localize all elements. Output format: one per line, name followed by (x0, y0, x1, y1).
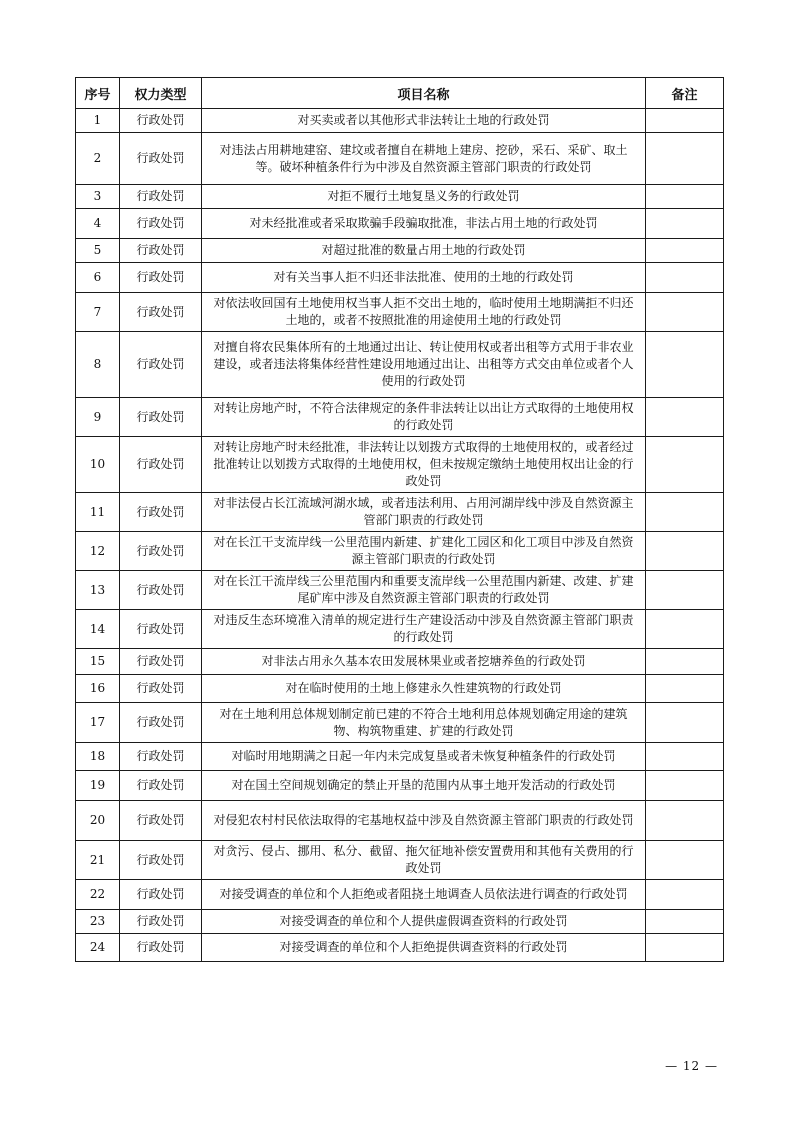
row-serial-number: 19 (76, 771, 120, 801)
header-serial-number: 序号 (76, 78, 120, 109)
table-row (76, 801, 724, 841)
row-power-type: 行政处罚 (120, 675, 202, 703)
row-remarks (646, 133, 724, 185)
row-item-name: 对有关当事人拒不归还非法批准、使用的土地的行政处罚 (202, 263, 646, 293)
table-row (76, 185, 724, 209)
row-serial-number: 11 (76, 493, 120, 532)
row-power-type: 行政处罚 (120, 880, 202, 910)
row-serial-number: 9 (76, 398, 120, 437)
table-row (76, 841, 724, 880)
row-serial-number: 14 (76, 610, 120, 649)
row-remarks (646, 880, 724, 910)
table-row (76, 910, 724, 934)
row-serial-number: 6 (76, 263, 120, 293)
row-serial-number: 5 (76, 239, 120, 263)
row-serial-number: 2 (76, 133, 120, 185)
row-power-type: 行政处罚 (120, 293, 202, 332)
table-row (76, 571, 724, 610)
row-remarks (646, 398, 724, 437)
page-number: — 12 — (665, 1059, 718, 1073)
row-power-type: 行政处罚 (120, 841, 202, 880)
row-power-type: 行政处罚 (120, 398, 202, 437)
row-power-type: 行政处罚 (120, 801, 202, 841)
row-power-type: 行政处罚 (120, 571, 202, 610)
table-row (76, 263, 724, 293)
row-item-name: 对临时用地期满之日起一年内未完成复垦或者未恢复种植条件的行政处罚 (202, 743, 646, 771)
row-power-type: 行政处罚 (120, 109, 202, 133)
row-power-type: 行政处罚 (120, 493, 202, 532)
header-power-type: 权力类型 (120, 78, 202, 109)
row-power-type: 行政处罚 (120, 332, 202, 398)
row-item-name: 对接受调查的单位和个人提供虚假调查资料的行政处罚 (202, 910, 646, 934)
row-power-type: 行政处罚 (120, 239, 202, 263)
row-serial-number: 7 (76, 293, 120, 332)
row-serial-number: 4 (76, 209, 120, 239)
header-item-name: 项目名称 (202, 78, 646, 109)
table-row (76, 880, 724, 910)
row-remarks (646, 185, 724, 209)
row-item-name: 对拒不履行土地复垦义务的行政处罚 (202, 185, 646, 209)
row-item-name: 对买卖或者以其他形式非法转让土地的行政处罚 (202, 109, 646, 133)
row-power-type: 行政处罚 (120, 743, 202, 771)
row-remarks (646, 293, 724, 332)
header-remarks: 备注 (646, 78, 724, 109)
row-item-name: 对超过批准的数量占用土地的行政处罚 (202, 239, 646, 263)
row-remarks (646, 771, 724, 801)
table-row (76, 493, 724, 532)
row-power-type: 行政处罚 (120, 209, 202, 239)
row-remarks (646, 703, 724, 743)
row-remarks (646, 239, 724, 263)
row-serial-number: 10 (76, 437, 120, 493)
row-remarks (646, 743, 724, 771)
row-power-type: 行政处罚 (120, 437, 202, 493)
row-remarks (646, 263, 724, 293)
row-remarks (646, 332, 724, 398)
row-power-type: 行政处罚 (120, 703, 202, 743)
row-serial-number: 17 (76, 703, 120, 743)
row-power-type: 行政处罚 (120, 532, 202, 571)
row-power-type: 行政处罚 (120, 649, 202, 675)
row-serial-number: 15 (76, 649, 120, 675)
row-serial-number: 21 (76, 841, 120, 880)
row-remarks (646, 437, 724, 493)
table-row (76, 703, 724, 743)
row-remarks (646, 209, 724, 239)
row-serial-number: 3 (76, 185, 120, 209)
table-row (76, 293, 724, 332)
row-serial-number: 18 (76, 743, 120, 771)
row-item-name: 对贪污、侵占、挪用、私分、截留、拖欠征地补偿安置费用和其他有关费用的行政处罚 (202, 841, 646, 880)
row-item-name: 对在长江干流岸线三公里范围内和重要支流岸线一公里范围内新建、改建、扩建尾矿库中涉及自然资源主管部门职责的行政处罚 (202, 571, 646, 610)
row-item-name: 对接受调查的单位和个人拒绝或者阻挠土地调查人员依法进行调查的行政处罚 (202, 880, 646, 910)
power-list-table (75, 77, 724, 962)
row-remarks (646, 675, 724, 703)
row-serial-number: 13 (76, 571, 120, 610)
row-serial-number: 12 (76, 532, 120, 571)
row-item-name: 对侵犯农村村民依法取得的宅基地权益中涉及自然资源主管部门职责的行政处罚 (202, 801, 646, 841)
row-remarks (646, 109, 724, 133)
table-row (76, 437, 724, 493)
row-power-type: 行政处罚 (120, 133, 202, 185)
row-remarks (646, 532, 724, 571)
row-item-name: 对转让房地产时，不符合法律规定的条件非法转让以出让方式取得的土地使用权的行政处罚 (202, 398, 646, 437)
row-remarks (646, 934, 724, 962)
row-serial-number: 1 (76, 109, 120, 133)
row-item-name: 对擅自将农民集体所有的土地通过出让、转让使用权或者出租等方式用于非农业建设，或者违法将集体经营性建设用地通过出让、出租等方式交由单位或者个人使用的行政处罚 (202, 332, 646, 398)
row-remarks (646, 910, 724, 934)
row-item-name: 对接受调查的单位和个人拒绝提供调查资料的行政处罚 (202, 934, 646, 962)
row-remarks (646, 801, 724, 841)
row-power-type: 行政处罚 (120, 771, 202, 801)
row-item-name: 对非法侵占长江流域河湖水域，或者违法利用、占用河湖岸线中涉及自然资源主管部门职责的行政处罚 (202, 493, 646, 532)
row-power-type: 行政处罚 (120, 934, 202, 962)
row-remarks (646, 649, 724, 675)
row-item-name: 对依法收回国有土地使用权当事人拒不交出土地的，临时使用土地期满拒不归还土地的，或者不按照批准的用途使用土地的行政处罚 (202, 293, 646, 332)
row-power-type: 行政处罚 (120, 185, 202, 209)
row-power-type: 行政处罚 (120, 263, 202, 293)
row-remarks (646, 610, 724, 649)
table-row (76, 934, 724, 962)
table-row (76, 532, 724, 571)
row-item-name: 对未经批准或者采取欺骗手段骗取批准，非法占用土地的行政处罚 (202, 209, 646, 239)
table-row (76, 209, 724, 239)
row-item-name: 对在土地利用总体规划制定前已建的不符合土地利用总体规划确定用途的建筑物、构筑物重建、扩建的行政处罚 (202, 703, 646, 743)
row-item-name: 对违法占用耕地建窑、建坟或者擅自在耕地上建房、挖砂，采石、采矿、取土等。破坏种植条件行为中涉及自然资源主管部门职责的行政处罚 (202, 133, 646, 185)
row-item-name: 对在临时使用的土地上修建永久性建筑物的行政处罚 (202, 675, 646, 703)
row-remarks (646, 841, 724, 880)
row-power-type: 行政处罚 (120, 610, 202, 649)
table-header-row (76, 78, 724, 109)
table-row (76, 133, 724, 185)
row-item-name: 对在长江干支流岸线一公里范围内新建、扩建化工园区和化工项目中涉及自然资源主管部门职责的行政处罚 (202, 532, 646, 571)
row-item-name: 对违反生态环境准入清单的规定进行生产建设活动中涉及自然资源主管部门职责的行政处罚 (202, 610, 646, 649)
row-remarks (646, 571, 724, 610)
table-row (76, 743, 724, 771)
row-serial-number: 22 (76, 880, 120, 910)
row-item-name: 对在国土空间规划确定的禁止开垦的范围内从事土地开发活动的行政处罚 (202, 771, 646, 801)
row-remarks (646, 493, 724, 532)
table-row (76, 610, 724, 649)
table-row (76, 649, 724, 675)
table-row (76, 239, 724, 263)
table-row (76, 675, 724, 703)
table-row (76, 771, 724, 801)
table-row (76, 109, 724, 133)
row-item-name: 对非法占用永久基本农田发展林果业或者挖塘养鱼的行政处罚 (202, 649, 646, 675)
table-row (76, 332, 724, 398)
table-row (76, 398, 724, 437)
row-serial-number: 16 (76, 675, 120, 703)
row-power-type: 行政处罚 (120, 910, 202, 934)
row-serial-number: 24 (76, 934, 120, 962)
row-serial-number: 8 (76, 332, 120, 398)
row-serial-number: 23 (76, 910, 120, 934)
row-serial-number: 20 (76, 801, 120, 841)
row-item-name: 对转让房地产时未经批准，非法转让以划拨方式取得的土地使用权的，或者经过批准转让以划拨方式取得的土地使用权，但未按规定缴纳土地使用权出让金的行政处罚 (202, 437, 646, 493)
